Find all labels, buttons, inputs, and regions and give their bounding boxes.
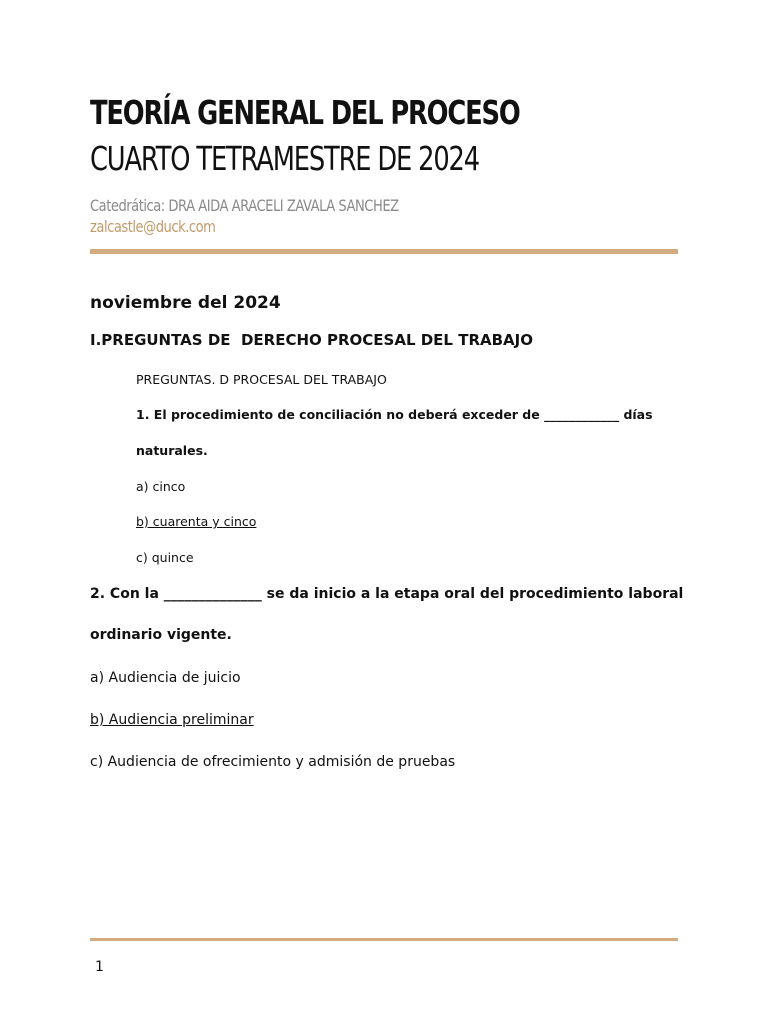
page-number: 1: [95, 959, 104, 975]
question-1-option-a: a) cinco: [136, 479, 186, 494]
question-2-option-c: c) Audiencia de ofrecimiento y admisión de pruebas: [90, 754, 456, 770]
header-divider: [90, 249, 678, 254]
question-2-line-1: 2. Con la ______________ se da inicio a la etapa oral del procedimiento laboral: [90, 586, 684, 602]
footer-divider: [90, 938, 678, 941]
question-1-line-2: naturales.: [136, 443, 208, 458]
teacher-line: Catedrática: DRA AIDA ARACELI ZAVALA SANCHEZ: [90, 196, 399, 215]
document-date: noviembre del 2024: [90, 293, 281, 313]
question-1-option-b: b) cuarenta y cinco: [136, 514, 257, 529]
section-title: I.PREGUNTAS DE DERECHO PROCESAL DEL TRABAJO: [90, 331, 533, 349]
question-1-line-1: 1. El procedimiento de conciliación no deberá exceder de ____________ días: [136, 407, 653, 422]
question-2-option-b: b) Audiencia preliminar: [90, 712, 254, 728]
question-2-option-a: a) Audiencia de juicio: [90, 670, 241, 686]
email-link[interactable]: zalcastle@duck.com: [90, 217, 216, 236]
subsection-title: PREGUNTAS. D PROCESAL DEL TRABAJO: [136, 372, 387, 387]
question-2-line-2: ordinario vigente.: [90, 627, 232, 643]
document-subtitle: CUARTO TETRAMESTRE DE 2024: [90, 139, 479, 178]
document-title: TEORÍA GENERAL DEL PROCESO: [90, 93, 520, 132]
question-1-option-c: c) quince: [136, 550, 194, 565]
